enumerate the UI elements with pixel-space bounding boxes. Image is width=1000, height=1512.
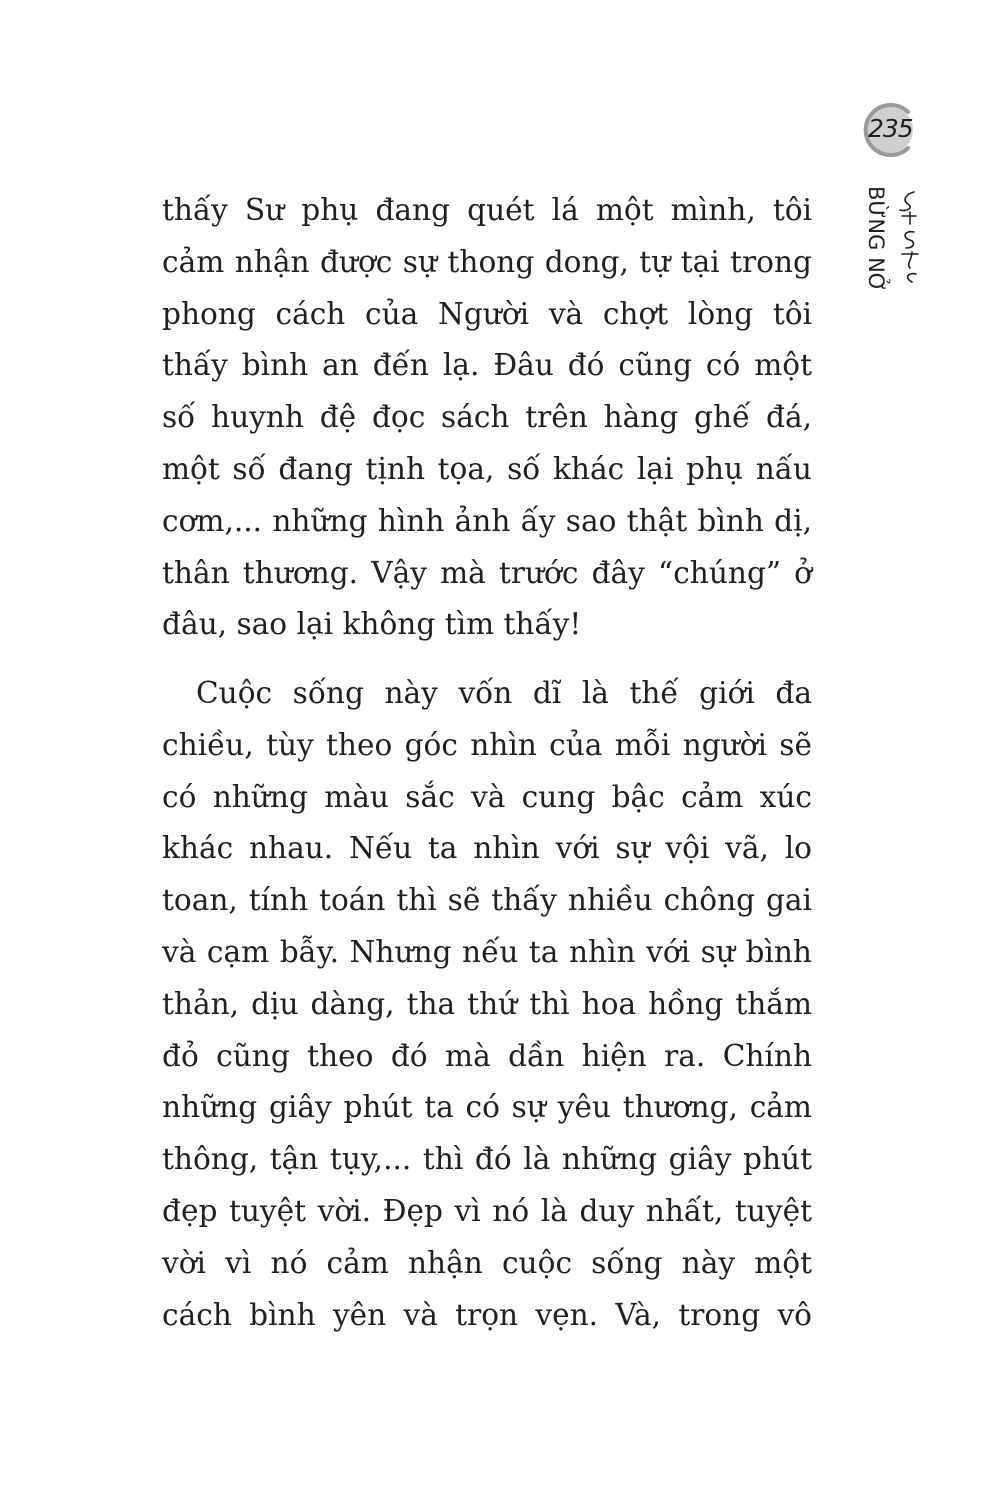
text-line: đỏ cũng theo đó mà dần hiện ra. Chính [162,1038,812,1073]
text-line: khác nhau. Nếu ta nhìn với sự vội vã, lo [162,831,812,866]
page-number-badge [860,100,924,164]
text-line: chiều, tùy theo góc nhìn của mỗi người sẽ [162,727,812,762]
paragraph-2 [162,668,812,1341]
text-line: cách bình yên và trọn vẹn. Và, trong vô [162,1297,812,1332]
text-line: có những màu sắc và cung bậc cảm xúc [162,779,812,814]
text-line: thấy bình an đến lạ. Đâu đó cũng có một [162,348,812,383]
text-line: và cạm bẫy. Nhưng nếu ta nhìn với sự bình [162,934,812,969]
running-title-caps: BỪNG NỞ [864,186,888,292]
text-line: đẹp tuyệt vời. Đẹp vì nó là duy nhất, tuyệt [162,1193,812,1228]
text-line: thông, tận tụy,... thì đó là những giây phút [162,1142,812,1177]
text-line: cơm,... những hình ảnh ấy sao thật bình dị, [162,503,812,538]
text-line: phong cách của Người và chợt lòng tôi [162,296,812,331]
text-line: thân thương. Vậy mà trước đây “chúng” ở [162,555,812,590]
text-line: một số đang tịnh tọa, số khác lại phụ nấu [162,451,812,486]
text-line: Cuộc sống này vốn dĩ là thế giới đa [196,676,812,710]
text-line: số huynh đệ đọc sách trên hàng ghế đá, [162,400,812,435]
text-line: vời vì nó cảm nhận cuộc sống này một [162,1245,812,1280]
text-line: toan, tính toán thì sẽ thấy nhiều chông gai [162,883,812,918]
paragraph-1 [162,185,812,651]
page-number: 235 [868,114,913,143]
text-line: thấy Sư phụ đang quét lá một mình, tôi [162,193,812,227]
text-line: đâu, sao lại không tìm thấy! [162,607,582,642]
text-line: những giây phút ta có sự yêu thương, cảm [162,1090,812,1125]
text-line: thản, dịu dàng, tha thứ thì hoa hồng thắm [162,986,812,1021]
text-line: cảm nhận được sự thong dong, tự tại trong [162,244,812,279]
